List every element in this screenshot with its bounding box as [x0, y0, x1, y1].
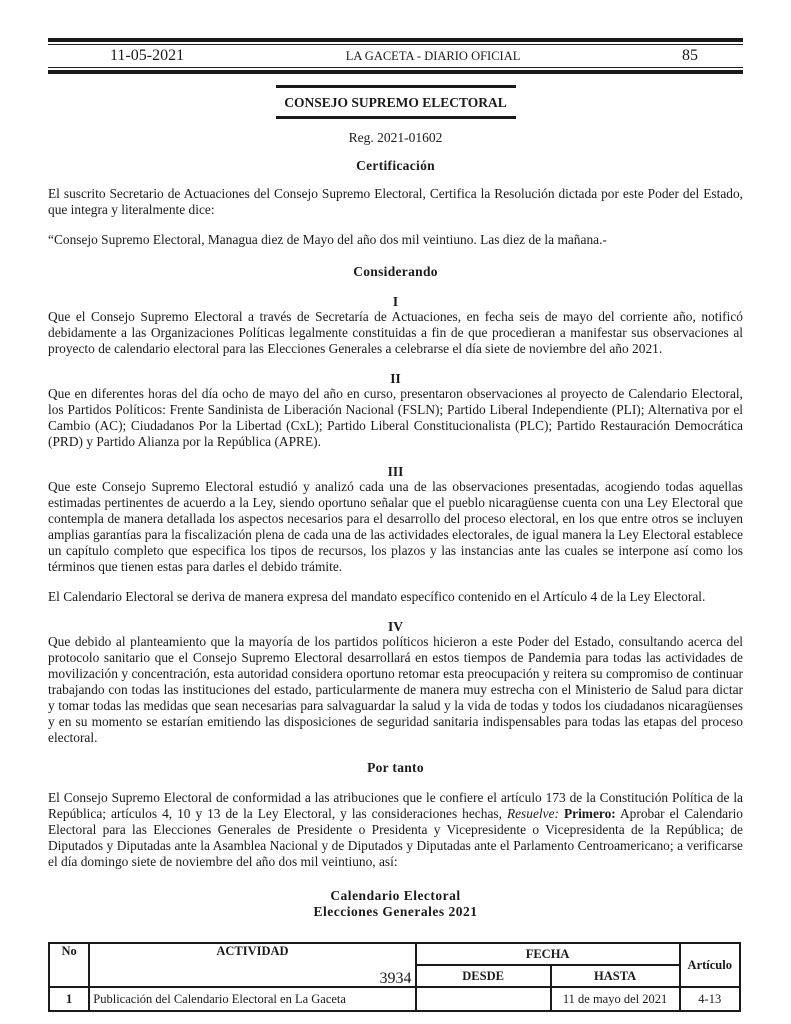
col-header-no: No: [49, 943, 89, 987]
cell-no: 1: [49, 987, 89, 1011]
section-rule-bottom: [276, 116, 516, 120]
section-title-box: [276, 85, 516, 120]
col-header-fecha: FECHA: [416, 943, 680, 965]
calendar-title-line1: Calendario Electoral: [330, 888, 461, 903]
calendar-title: [48, 888, 743, 920]
section-title: CONSEJO SUPREMO ELECTORAL: [284, 95, 507, 110]
page-header: [48, 38, 743, 74]
cell-articulo: 4-13: [680, 987, 740, 1011]
considerando-heading: Considerando: [353, 264, 438, 279]
col-header-actividad: ACTIVIDAD: [89, 943, 415, 987]
cell-actividad: Publicación del Calendario Electoral en La Gaceta: [89, 987, 415, 1011]
cell-desde: [416, 987, 551, 1011]
considerando-extra-text: El Calendario Electoral se deriva de manera expresa del mandato específico contenido en el Artículo 4 de la Ley Electoral.: [48, 589, 706, 604]
primero-label: Primero:: [563, 806, 616, 821]
gazette-page: [48, 38, 743, 1012]
considerando-numeral: I: [392, 294, 399, 309]
col-header-articulo: Artículo: [680, 943, 740, 987]
por-tanto-paragraph: [48, 790, 743, 870]
por-tanto-part1: El Consejo Supremo Electoral de conformidad a las atribuciones que le confiere el artículo 173 de la Constitución Política de la República; artículos 4, 10 y 13 de la Ley Electoral, y las consideraciones hechas,: [48, 790, 743, 821]
col-header-hasta: HASTA: [551, 965, 680, 987]
footer-page-number: 3934: [379, 970, 412, 987]
resuelve-label: Resuelve:: [506, 806, 559, 821]
considerando-numeral: IV: [387, 619, 403, 634]
cell-hasta: 11 de mayo del 2021: [551, 987, 680, 1011]
header-publication: LA GACETA - DIARIO OFICIAL: [345, 48, 521, 63]
considerando-numeral: II: [390, 371, 401, 386]
header-date: 11-05-2021: [110, 47, 185, 64]
considerando-text: Que el Consejo Supremo Electoral a través de Secretaría de Actuaciones, en fecha seis de mayo del corriente año, notificó debidamente a las Organizaciones Políticas legalmente constituidas a fin de que procedieran a manifestar sus observaciones al proyecto de calendario electoral para las Elecciones Generales a celebrarse el día siete de noviembre del año 2021.: [48, 309, 743, 356]
calendar-title-line2: Elecciones Generales 2021: [313, 904, 478, 919]
certificacion-heading: Certificación: [356, 158, 435, 173]
header-rule-top: [48, 38, 743, 42]
header-rule-bottom-thin: [48, 67, 743, 68]
intro-paragraph: El suscrito Secretario de Actuaciones del Consejo Supremo Electoral, Certifica la Resolución dictada por este Poder del Estado, que integra y literalmente dice:: [48, 186, 743, 217]
header-rule-bottom: [48, 70, 743, 74]
por-tanto-heading: Por tanto: [367, 760, 424, 775]
considerando-numeral: III: [387, 464, 404, 479]
considerando-text: Que debido al planteamiento que la mayoría de los partidos políticos hicieron a este Poder del Estado, consultando acerca del protocolo sanitario que el Consejo Supremo Electoral desarrollará en estos tiempos de Pandemia para todas las actividades de movilización y concentración, esta autoridad considera oportuno retomar esta preocupación y reitera su compromiso de continuar trabajando con todas las instituciones del estado, particularmente de manera muy estrecha con el Ministerio de Salud para dictar y tomar todas las medidas que sean necesarias para salvaguardar la salud y la vida de todas y todos los ciudadanos nicaragüenses y en su momento se estarían emitiendo las disposiciones de seguridad sanitaria indispensables para todas las etapas del proceso electoral.: [48, 634, 743, 745]
considerando-text: Que este Consejo Supremo Electoral estudió y analizó cada una de las observaciones presentadas, acogiendo todas aquellas estimadas pertinentes de acuerdo a la Ley, siendo oportuno señalar que el pueblo nicaragüense cuenta con una Ley Electoral que contempla de manera detallada los aspectos necesarios para el desarrollo del proceso electoral, en los que entre otros se incluyen amplias garantías para la fiscalización plena de cada una de las actividades electorales, de igual manera la Ley Electoral establece un capítulo completo que especifica los tipos de recursos, los plazos y las instancias ante las cuales se interpone así como los términos que tienen estas para darles el debido trámite.: [48, 479, 743, 574]
considerando-text: Que en diferentes horas del día ocho de mayo del año en curso, presentaron observaciones al proyecto de Calendario Electoral, los Partidos Políticos: Frente Sandinista de Liberación Nacional (FSLN); Partido Liberal Independiente (PLI); Alternativa por el Cambio (AC); Ciudadanos Por la Libertad (CxL); Partido Liberal Constitucionalista (PLC); Partido Restauración Democrática (PRD) y Partido Alianza por la República (APRE).: [48, 386, 743, 449]
considerando-4: [48, 619, 743, 746]
opening-quote: “Consejo Supremo Electoral, Managua diez de Mayo del año dos mil veintiuno. Las diez de la mañana.-: [48, 232, 607, 247]
table-row: [49, 987, 740, 1011]
considerando-1: [48, 294, 743, 357]
por-tanto-part2: Aprobar el Calendario Electoral para las Elecciones Generales de Presidente o Presidenta y Vicepresidente o Vicepresidenta de la República; de Diputados y Diputadas ante la Asamblea Nacional y de Diputados y Diputadas ante el Parlamento Centroamericano; a verificarse el día domingo siete de noviembre del año dos mil veintiuno, así:: [48, 806, 743, 869]
col-header-desde: DESDE: [416, 965, 551, 987]
header-page-number: 85: [682, 47, 698, 64]
considerando-2: [48, 371, 743, 450]
considerando-3: [48, 464, 743, 605]
registration-number: Reg. 2021-01602: [348, 130, 443, 145]
